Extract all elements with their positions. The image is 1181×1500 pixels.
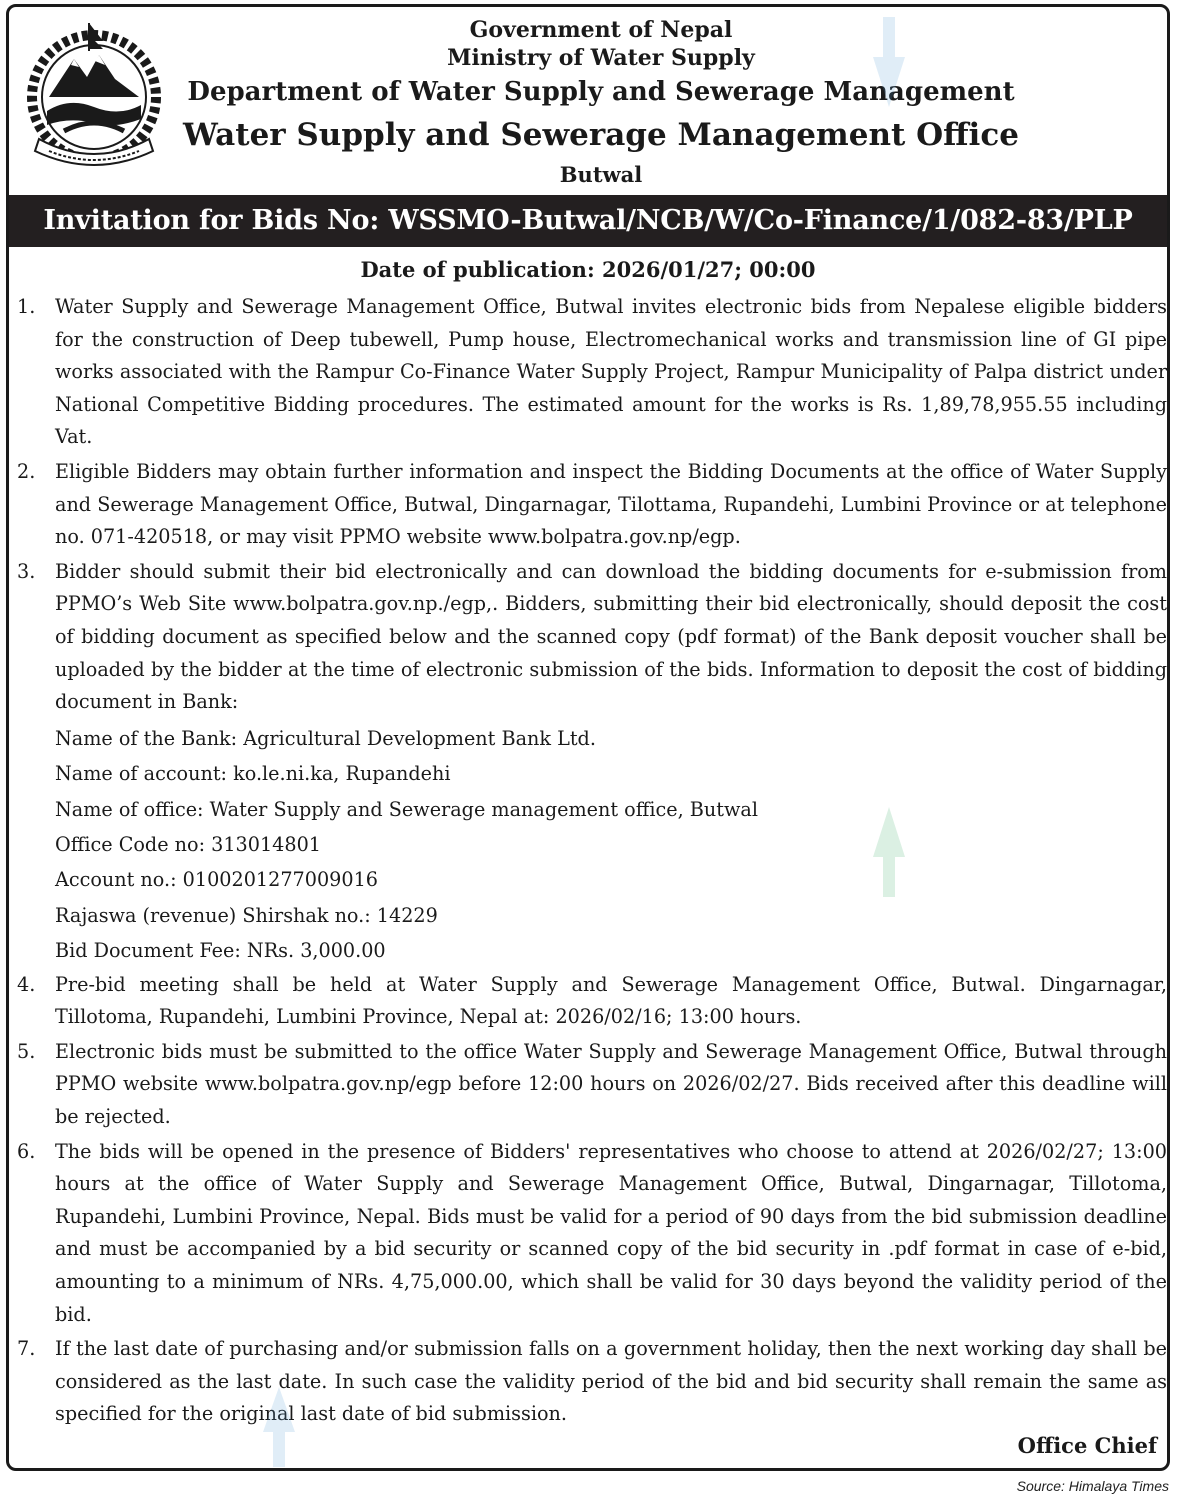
watermark-arrow-icon: [869, 17, 909, 107]
list-item: [17, 1136, 1167, 1332]
item-number: 7.: [17, 1337, 36, 1361]
item-number: 3.: [17, 559, 36, 583]
source-credit: Source: Himalaya Times: [1016, 1478, 1169, 1494]
office-name: Water Supply and Sewerage Management Office: [183, 117, 1019, 153]
list-item: [17, 969, 1167, 1034]
bid-document-fee: Bid Document Fee: NRs. 3,000.00: [55, 939, 386, 963]
watermark-arrow-icon: [259, 1387, 299, 1467]
government-name: Government of Nepal: [469, 17, 733, 43]
item-text: Electronic bids must be submitted to the office Water Supply and Sewerage Management Office, Butwal through PPMO website www.bolpatra.gov.np/egp before 12:00 hours on 2026/02/27. Bids received after this deadline will be rejected.: [55, 1039, 1167, 1128]
bank-name: Name of the Bank: Agricultural Development Bank Ltd.: [55, 726, 596, 750]
account-number: Account no.: 0100201277009016: [55, 868, 378, 892]
item-text: Bidder should submit their bid electronically and can download the bidding documents for e-submission from PPMO’s Web Site www.bolpatra.gov.np./egp,. Bidders, submitting their bid electronically, should deposit the cost of bidding document as specified below and the scanned copy (pdf format) of the Bank deposit voucher shall be uploaded by the bidder at the time of electronic submission of the bids. Information to deposit the cost of bidding document in Bank:: [55, 559, 1167, 714]
list-item: [17, 556, 1167, 719]
item-number: 6.: [17, 1139, 36, 1163]
list-item: [17, 1036, 1167, 1134]
item-text: Eligible Bidders may obtain further information and inspect the Bidding Documents at the office of Water Supply and Sewerage Management Office, Butwal, Dingarnagar, Tilottama, Rupandehi, Lumbini Province or at telephone no. 071-420518, or may visit PPMO website www.bolpatra.gov.np/egp.: [55, 459, 1167, 549]
notice-header: [9, 7, 1167, 193]
list-item: [17, 456, 1167, 554]
office-code: Office Code no: 313014801: [55, 832, 322, 856]
list-item: [17, 291, 1167, 454]
office-chief-signoff: Office Chief: [1017, 1433, 1157, 1458]
office-location: Butwal: [559, 162, 643, 187]
item-number: 1.: [17, 295, 36, 318]
ministry-name: Ministry of Water Supply: [447, 45, 755, 71]
item-text: If the last date of purchasing and/or submission falls on a government holiday, then the next working day shall be considered as the last date. In such case the validity period of the bid and bid security shall remain the same as specified for the original last date of bid submission.: [55, 1337, 1167, 1426]
notice-body: [17, 291, 1167, 1433]
item-number: 2.: [17, 459, 36, 483]
account-name: Name of account: ko.le.ni.ka, Rupandehi: [55, 762, 451, 786]
list-item: [17, 1333, 1167, 1431]
item-text: Water Supply and Sewerage Management Office, Butwal invites electronic bids from Nepalese eligible bidders for the construction of Deep tubewell, Pump house, Electromechanical works and transmission line of GI pipe works associated with the Rampur Co-Finance Water Supply Project, Rampur Municipality of Palpa district under National Competitive Bidding procedures. The estimated amount for the works is Rs. 1,89,78,955.55 including Vat.: [55, 295, 1167, 449]
department-name: Department of Water Supply and Sewerage Management: [187, 77, 1015, 107]
watermark-arrow-icon: [869, 807, 909, 897]
revenue-shirshak: Rajaswa (revenue) Shirshak no.: 14229: [55, 903, 438, 927]
item-text: The bids will be opened in the presence of Bidders' representatives who choose to attend at 2026/02/27; 13:00 hours at the office of Water Supply and Sewerage Management Office, Butwal, Dingarnagar, Tillotoma, Rupandehi, Lumbini Province, Nepal. Bids must be valid for a period of 90 days from the bid submission deadline and must be accompanied by a bid security or scanned copy of the bid security in .pdf format in case of e-bid, amounting to a minimum of NRs. 4,75,000.00, which shall be valid for 30 days beyond the validity period of the bid.: [55, 1139, 1167, 1326]
item-number: 4.: [17, 972, 36, 996]
invitation-title-bar: Invitation for Bids No: WSSMO-Butwal/NCB/W/Co-Finance/1/082-83/PLP: [9, 195, 1167, 247]
notice-frame: [6, 4, 1170, 1471]
publication-date: Date of publication: 2026/01/27; 00:00: [360, 257, 816, 282]
item-number: 5.: [17, 1039, 36, 1063]
office-name-line: Name of office: Water Supply and Sewerage management office, Butwal: [55, 797, 758, 821]
item-text: Pre-bid meeting shall be held at Water Supply and Sewerage Management Office, Butwal. Dingarnagar, Tillotoma, Rupandehi, Lumbini Province, Nepal at: 2026/02/16; 13:00 hours.: [55, 972, 1167, 1029]
